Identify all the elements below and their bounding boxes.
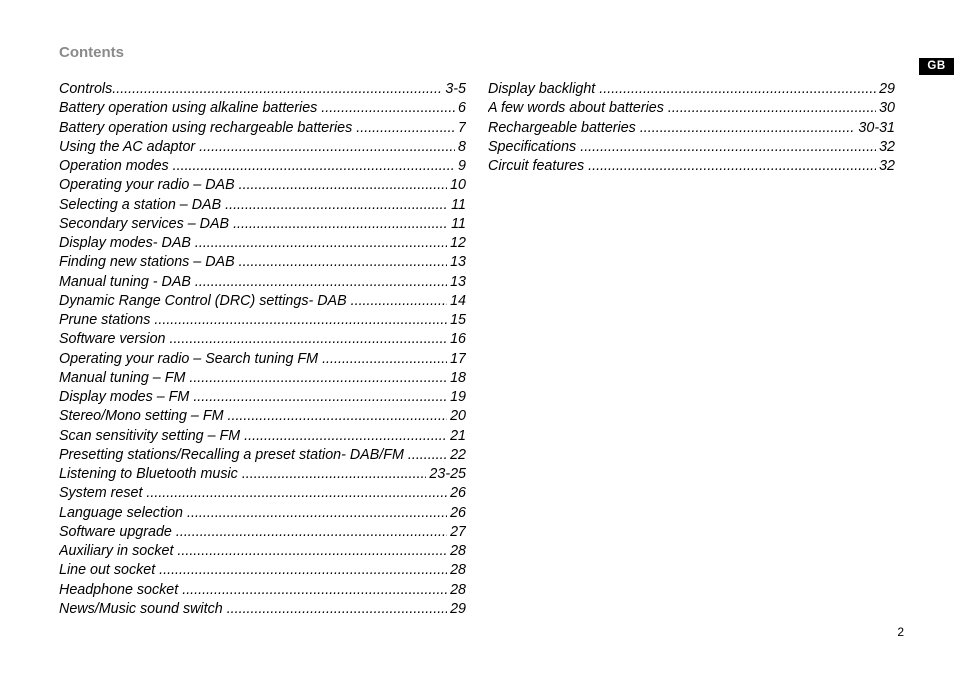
toc-entry: [59, 370, 466, 389]
toc-entry-page: 29: [450, 600, 466, 617]
toc-dot-leader: [195, 235, 447, 251]
toc-dot-leader: [173, 158, 455, 174]
language-badge: GB: [919, 58, 954, 75]
toc-entry-title: Software version: [59, 331, 166, 348]
toc-dot-leader: [225, 197, 448, 213]
toc-dot-leader: [193, 389, 447, 405]
toc-entry-page: 22: [450, 446, 466, 463]
toc-entry: [59, 216, 466, 235]
toc-entry: [59, 158, 466, 177]
toc-entry: [59, 428, 466, 447]
toc-entry: [59, 293, 466, 312]
toc-entry: [59, 408, 466, 427]
toc-entry-title: Manual tuning – FM: [59, 369, 186, 386]
toc-entry-title: Line out socket: [59, 562, 156, 579]
toc-entry: [59, 447, 466, 466]
toc-entry-page: 29: [879, 81, 895, 97]
contents-heading: Contents: [59, 44, 124, 61]
toc-entry-page: 14: [450, 292, 466, 309]
toc-entry-page: 9: [458, 158, 466, 174]
toc-entry: [59, 524, 466, 543]
toc-entry-page: 11: [451, 215, 466, 232]
toc-entry-page: 32: [879, 158, 895, 174]
toc-entry-page: 13: [450, 273, 466, 290]
toc-entry-title: Presetting stations/Recalling a preset station- DAB/FM: [59, 446, 404, 463]
toc-entry-page: 30: [879, 100, 895, 117]
toc-entry-title: Listening to Bluetooth music: [59, 466, 238, 482]
toc-entry: [59, 601, 466, 620]
toc-entry: [59, 312, 466, 331]
toc-dot-leader: [242, 466, 427, 482]
toc-entry-page: 30-31: [858, 119, 895, 136]
toc-entry-title: Software upgrade: [59, 523, 172, 540]
toc-entry-page: 26: [450, 504, 466, 521]
toc-entry: [59, 582, 466, 601]
toc-dot-leader: [321, 100, 455, 116]
toc-entry: [59, 197, 466, 216]
toc-entry-page: 23-25: [429, 466, 466, 482]
toc-entry-title: Display modes- DAB: [59, 235, 191, 251]
toc-entry-title: Operating your radio – Search tuning FM: [59, 350, 319, 367]
toc-entry: [488, 139, 895, 158]
toc-entry-title: Auxiliary in socket: [59, 543, 174, 559]
toc-entry-page: 19: [450, 389, 466, 405]
toc-dot-leader: [146, 485, 447, 501]
toc-column-right: [488, 81, 895, 177]
toc-entry: [59, 235, 466, 254]
toc-entry-title: Operation modes: [59, 158, 169, 174]
toc-entry: [488, 158, 895, 177]
toc-entry: [59, 254, 466, 273]
toc-dot-leader: [640, 120, 856, 136]
toc-entry: [488, 100, 895, 119]
toc-entry-title: Prune stations: [59, 312, 151, 328]
toc-entry-page: 28: [450, 562, 466, 579]
toc-entry-page: 6: [458, 100, 466, 117]
toc-dot-leader: [182, 582, 447, 598]
toc-dot-leader: [189, 370, 447, 386]
toc-entry-page: 26: [450, 485, 466, 502]
toc-dot-leader: [599, 81, 876, 97]
toc-entry-page: 28: [450, 581, 466, 598]
toc-dot-leader: [176, 524, 447, 540]
toc-entry-title: Manual tuning - DAB: [59, 273, 191, 290]
toc-dot-leader: [322, 351, 447, 367]
toc-dot-leader: [233, 216, 448, 232]
toc-entry-title: Language selection: [59, 504, 184, 521]
toc-entry: [59, 351, 466, 370]
toc-entry-page: 7: [458, 119, 466, 136]
toc-entry-page: 27: [450, 523, 466, 540]
toc-entry-page: 20: [450, 408, 466, 425]
toc-dot-leader: [239, 254, 447, 270]
toc-entry: [59, 485, 466, 504]
toc-entry-title: Battery operation using alkaline batteries: [59, 100, 318, 117]
toc-dot-leader: [228, 408, 448, 424]
toc-entry: [59, 389, 466, 408]
toc-dot-leader: [580, 139, 876, 155]
toc-dot-leader: [199, 139, 455, 155]
toc-entry-title: Rechargeable batteries: [488, 119, 636, 136]
toc-column-left: [59, 81, 466, 620]
toc-entry: [59, 120, 466, 139]
toc-entry: [59, 543, 466, 562]
toc-entry-page: 28: [450, 543, 466, 559]
toc-entry-title: Stereo/Mono setting – FM: [59, 408, 224, 425]
toc-entry-page: 12: [450, 235, 466, 251]
toc-dot-leader: [112, 81, 442, 97]
toc-entry: [59, 466, 466, 485]
toc-entry-title: Operating your radio – DAB: [59, 177, 235, 194]
toc-entry-title: Display modes – FM: [59, 389, 190, 405]
toc-dot-leader: [408, 447, 447, 463]
toc-entry-title: News/Music sound switch: [59, 600, 223, 617]
toc-dot-leader: [177, 543, 447, 559]
toc-entry: [488, 120, 895, 139]
toc-dot-leader: [187, 505, 447, 521]
toc-entry-title: A few words about batteries: [488, 100, 664, 117]
toc-entry: [488, 81, 895, 100]
toc-entry: [59, 100, 466, 119]
toc-entry-page: 32: [879, 138, 895, 155]
toc-entry-page: 11: [451, 196, 466, 213]
toc-entry-page: 3-5: [445, 81, 466, 97]
toc-dot-leader: [351, 293, 447, 309]
toc-entry-title: Dynamic Range Control (DRC) settings- DAB: [59, 292, 347, 309]
toc-entry-page: 13: [450, 254, 466, 271]
toc-entry-title: Controls: [59, 81, 113, 97]
toc-dot-leader: [356, 120, 455, 136]
toc-entry-page: 21: [450, 427, 466, 444]
toc-entry: [59, 562, 466, 581]
toc-entry: [59, 81, 466, 100]
toc-entry-title: Using the AC adaptor: [59, 138, 196, 155]
toc-entry-page: 17: [450, 350, 466, 367]
toc-entry-title: Battery operation using rechargeable batteries: [59, 119, 353, 136]
toc-entry: [59, 139, 466, 158]
toc-entry-page: 15: [450, 312, 466, 328]
toc-entry-page: 18: [450, 369, 466, 386]
toc-entry-title: Selecting a station – DAB: [59, 196, 222, 213]
toc-entry-page: 10: [450, 177, 466, 194]
toc-entry-title: Specifications: [488, 138, 577, 155]
toc-entry: [59, 505, 466, 524]
toc-entry-page: 8: [458, 138, 466, 155]
toc-entry: [59, 331, 466, 350]
toc-dot-leader: [239, 177, 447, 193]
toc-entry: [59, 274, 466, 293]
toc-dot-leader: [668, 100, 876, 116]
toc-entry-page: 16: [450, 331, 466, 348]
toc-dot-leader: [244, 428, 447, 444]
toc-entry-title: Circuit features: [488, 158, 585, 174]
toc-dot-leader: [154, 312, 447, 328]
toc-dot-leader: [588, 158, 876, 174]
toc-dot-leader: [169, 331, 447, 347]
toc-dot-leader: [227, 601, 447, 617]
toc-dot-leader: [159, 562, 447, 578]
toc-entry: [59, 177, 466, 196]
page-number: 2: [897, 625, 904, 639]
toc-entry-title: Secondary services – DAB: [59, 215, 230, 232]
toc-entry-title: Finding new stations – DAB: [59, 254, 235, 271]
toc-entry-title: System reset: [59, 485, 143, 502]
toc-dot-leader: [195, 274, 447, 290]
toc-entry-title: Display backlight: [488, 81, 596, 97]
toc-entry-title: Headphone socket: [59, 581, 179, 598]
toc-entry-title: Scan sensitivity setting – FM: [59, 427, 241, 444]
